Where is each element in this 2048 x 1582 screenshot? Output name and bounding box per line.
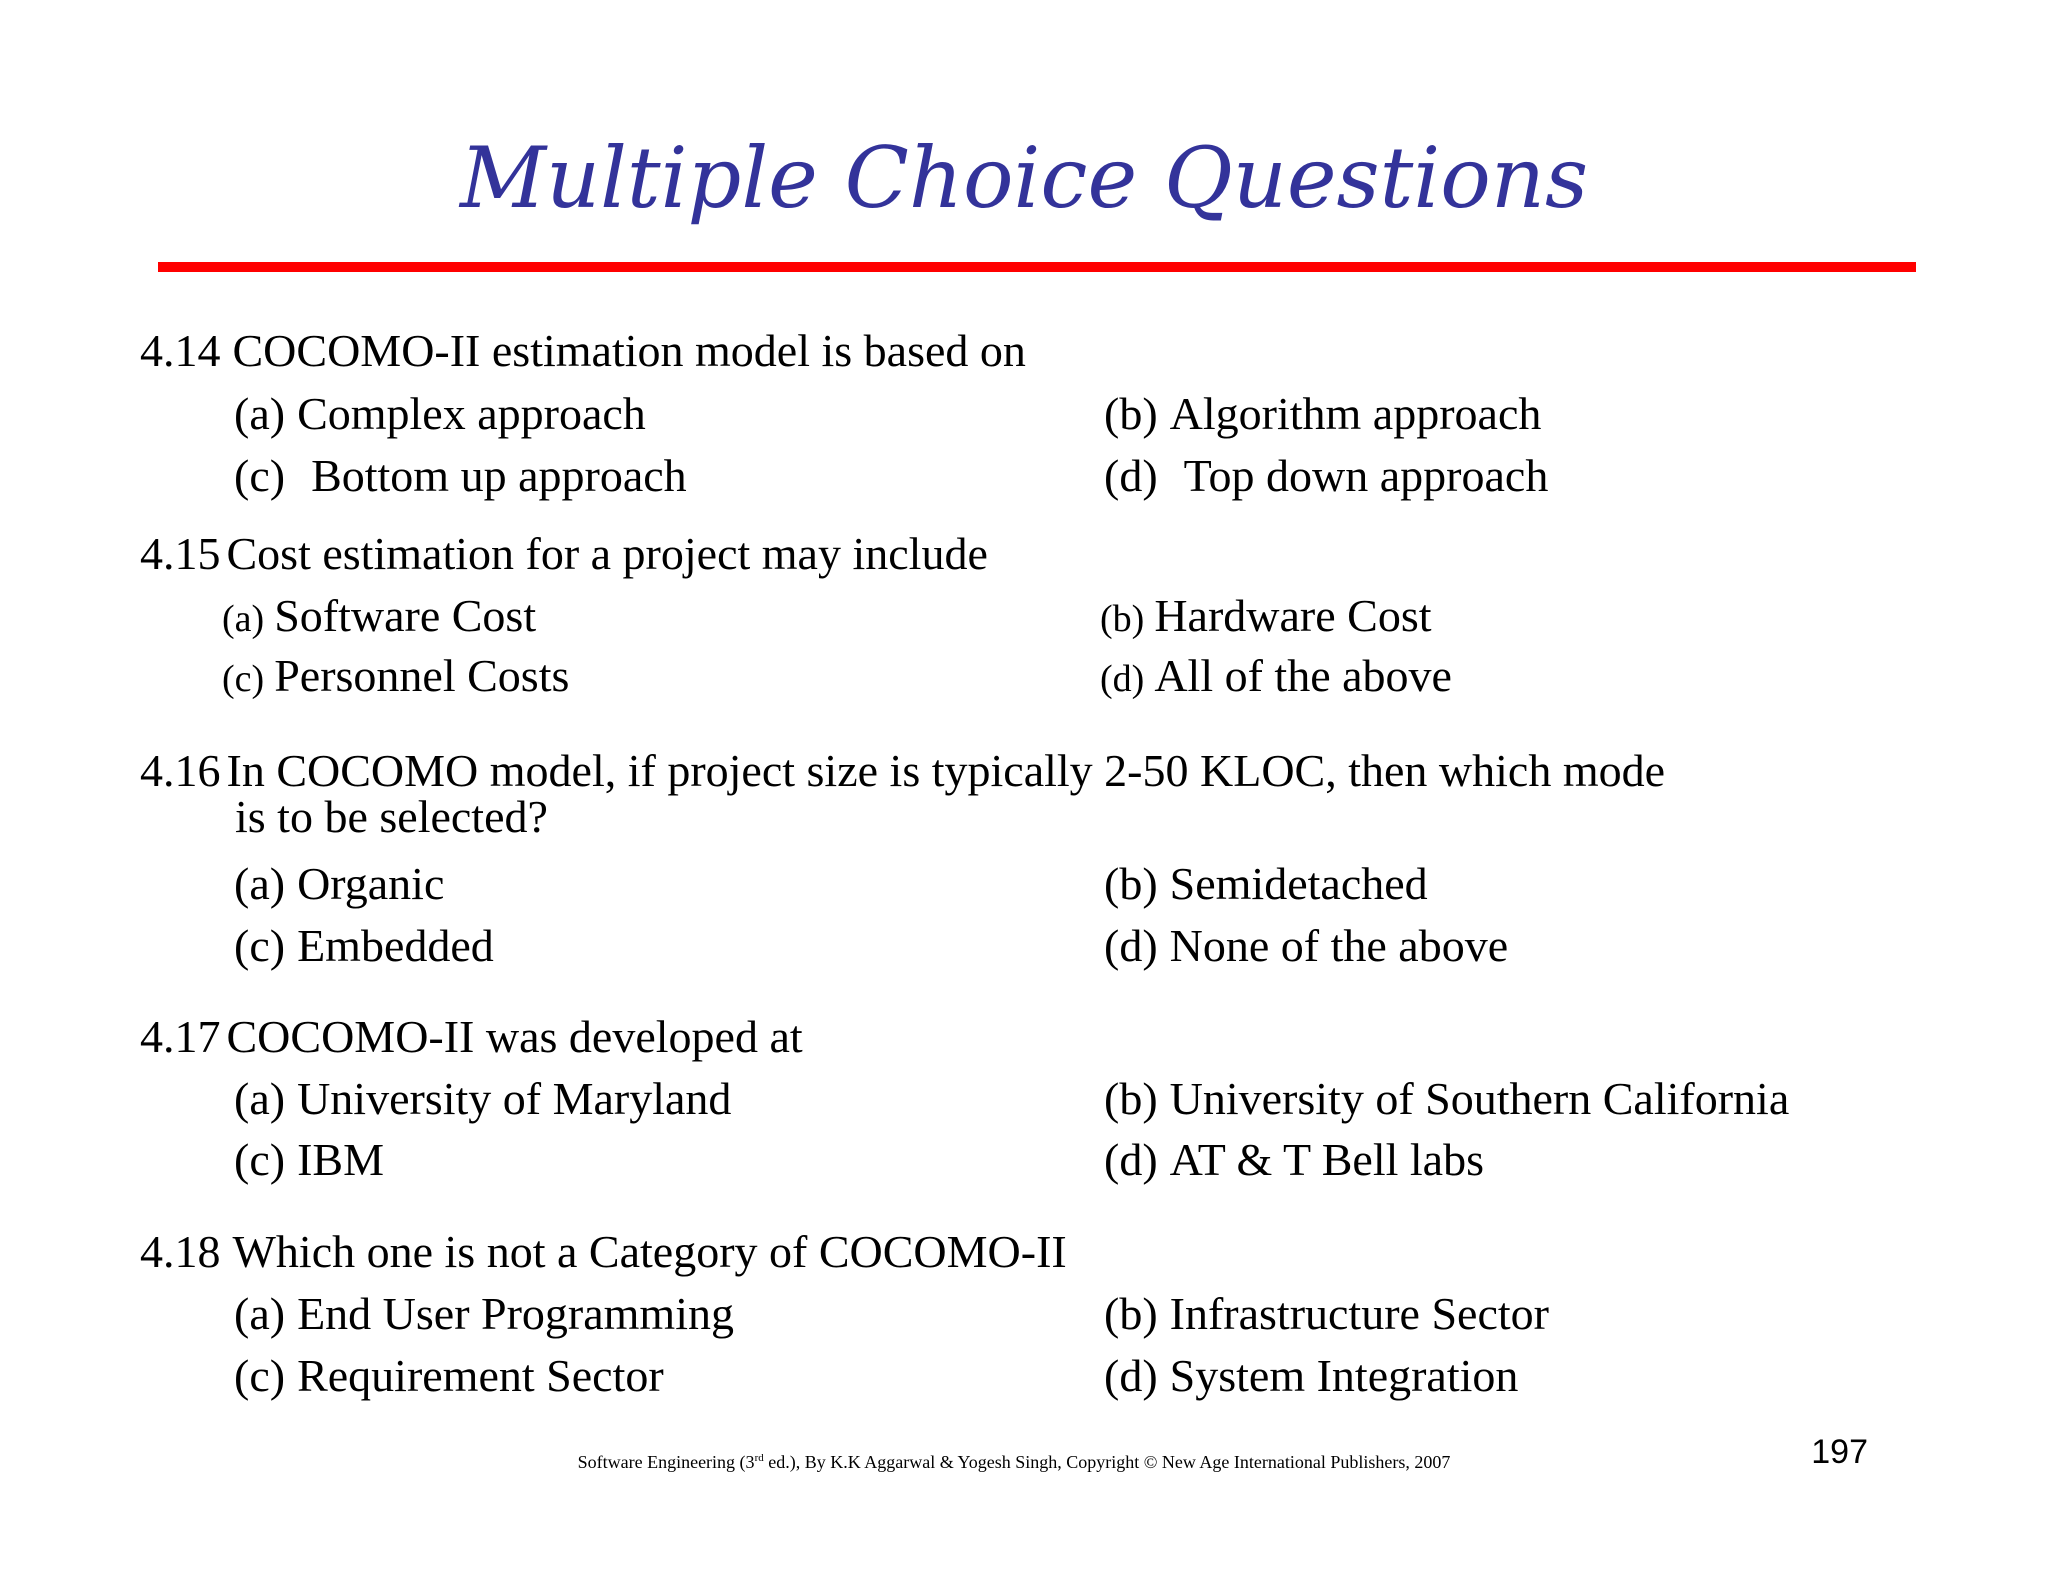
option-4-14-b xyxy=(1104,389,1541,439)
option-4-16-b xyxy=(1104,859,1428,909)
option-text: All of the above xyxy=(1154,650,1452,701)
question-text: COCOMO-II estimation model is based on xyxy=(232,325,1026,376)
option-text: Infrastructure Sector xyxy=(1169,1288,1549,1339)
question-4-14 xyxy=(140,326,1026,376)
option-letter: (b) xyxy=(1100,598,1145,640)
option-letter: (c) xyxy=(222,658,265,700)
question-4-18 xyxy=(140,1227,1067,1277)
option-letter: (a) xyxy=(234,1288,286,1339)
option-letter: (a) xyxy=(234,1073,286,1124)
option-4-15-c xyxy=(222,651,569,704)
option-4-16-d xyxy=(1104,921,1508,971)
option-4-16-c xyxy=(234,921,494,971)
option-4-15-a xyxy=(222,591,536,644)
option-text: System Integration xyxy=(1169,1350,1519,1401)
option-letter: (a) xyxy=(234,858,286,909)
option-4-16-a xyxy=(234,859,444,909)
option-letter: (a) xyxy=(222,598,265,640)
footer-citation xyxy=(0,1446,2048,1474)
option-letter: (d) xyxy=(1100,658,1145,700)
question-text-continued: is to be selected? xyxy=(235,791,548,842)
option-letter: (c) xyxy=(234,1350,286,1401)
option-4-15-b xyxy=(1100,591,1432,644)
question-number: 4.17 xyxy=(140,1011,221,1062)
option-letter: (b) xyxy=(1104,858,1158,909)
question-text: In COCOMO model, if project size is typically 2-50 KLOC, then which mode xyxy=(226,745,1666,796)
option-letter: (d) xyxy=(1104,1350,1158,1401)
slide-title: Multiple Choice Questions xyxy=(459,129,1589,227)
option-letter: (d) xyxy=(1104,920,1158,971)
option-4-14-d xyxy=(1104,451,1548,501)
option-text: Embedded xyxy=(297,920,494,971)
option-letter: (c) xyxy=(234,1134,286,1185)
question-number: 4.14 xyxy=(140,325,221,376)
question-text: Cost estimation for a project may include xyxy=(226,528,988,579)
option-text: Semidetached xyxy=(1169,858,1428,909)
question-4-16 xyxy=(140,746,1665,842)
option-4-17-a xyxy=(234,1074,731,1124)
question-number: 4.16 xyxy=(140,745,221,796)
option-text: Personnel Costs xyxy=(274,650,570,701)
option-text: None of the above xyxy=(1169,920,1509,971)
option-text: University of Maryland xyxy=(297,1073,732,1124)
option-4-18-b xyxy=(1104,1289,1549,1339)
question-number: 4.18 xyxy=(140,1226,221,1277)
footer-suffix: ed.), By K.K Aggarwal & Yogesh Singh, Copyright © New Age International Publishers, 2007 xyxy=(763,1452,1451,1472)
option-4-18-a xyxy=(234,1289,734,1339)
option-letter: (b) xyxy=(1104,1288,1158,1339)
option-text: End User Programming xyxy=(297,1288,734,1339)
option-text: Hardware Cost xyxy=(1154,590,1432,641)
option-4-17-c xyxy=(234,1135,384,1185)
title-underline xyxy=(158,262,1916,272)
footer-prefix: Software Engineering (3 xyxy=(577,1452,755,1472)
option-text: Complex approach xyxy=(297,388,646,439)
option-4-18-d xyxy=(1104,1351,1518,1401)
question-text: COCOMO-II was developed at xyxy=(226,1011,803,1062)
question-text: Which one is not a Category of COCOMO-II xyxy=(232,1226,1067,1277)
option-letter: (c) xyxy=(234,920,286,971)
option-4-18-c xyxy=(234,1351,664,1401)
option-text: Top down approach xyxy=(1183,450,1549,501)
option-4-17-d xyxy=(1104,1135,1484,1185)
option-text: University of Southern California xyxy=(1169,1073,1790,1124)
page-number: 197 xyxy=(1811,1433,1868,1471)
footer-superscript: rd xyxy=(754,1452,764,1464)
option-4-14-c xyxy=(234,451,687,501)
option-text: Requirement Sector xyxy=(297,1350,664,1401)
option-letter: (b) xyxy=(1104,1073,1158,1124)
question-4-17 xyxy=(140,1012,803,1062)
option-letter: (b) xyxy=(1104,388,1158,439)
option-4-14-a xyxy=(234,389,646,439)
option-text: Software Cost xyxy=(274,590,537,641)
option-text: Algorithm approach xyxy=(1169,388,1542,439)
option-text: IBM xyxy=(297,1134,384,1185)
question-number: 4.15 xyxy=(140,528,221,579)
option-4-17-b xyxy=(1104,1074,1789,1124)
option-letter: (a) xyxy=(234,388,286,439)
option-letter: (d) xyxy=(1104,1134,1158,1185)
question-4-15 xyxy=(140,529,988,579)
option-text: Organic xyxy=(297,858,445,909)
option-text: AT & T Bell labs xyxy=(1169,1134,1485,1185)
option-letter: (c) xyxy=(234,450,286,501)
option-4-15-d xyxy=(1100,651,1452,704)
option-text: Bottom up approach xyxy=(311,450,687,501)
option-letter: (d) xyxy=(1104,450,1158,501)
